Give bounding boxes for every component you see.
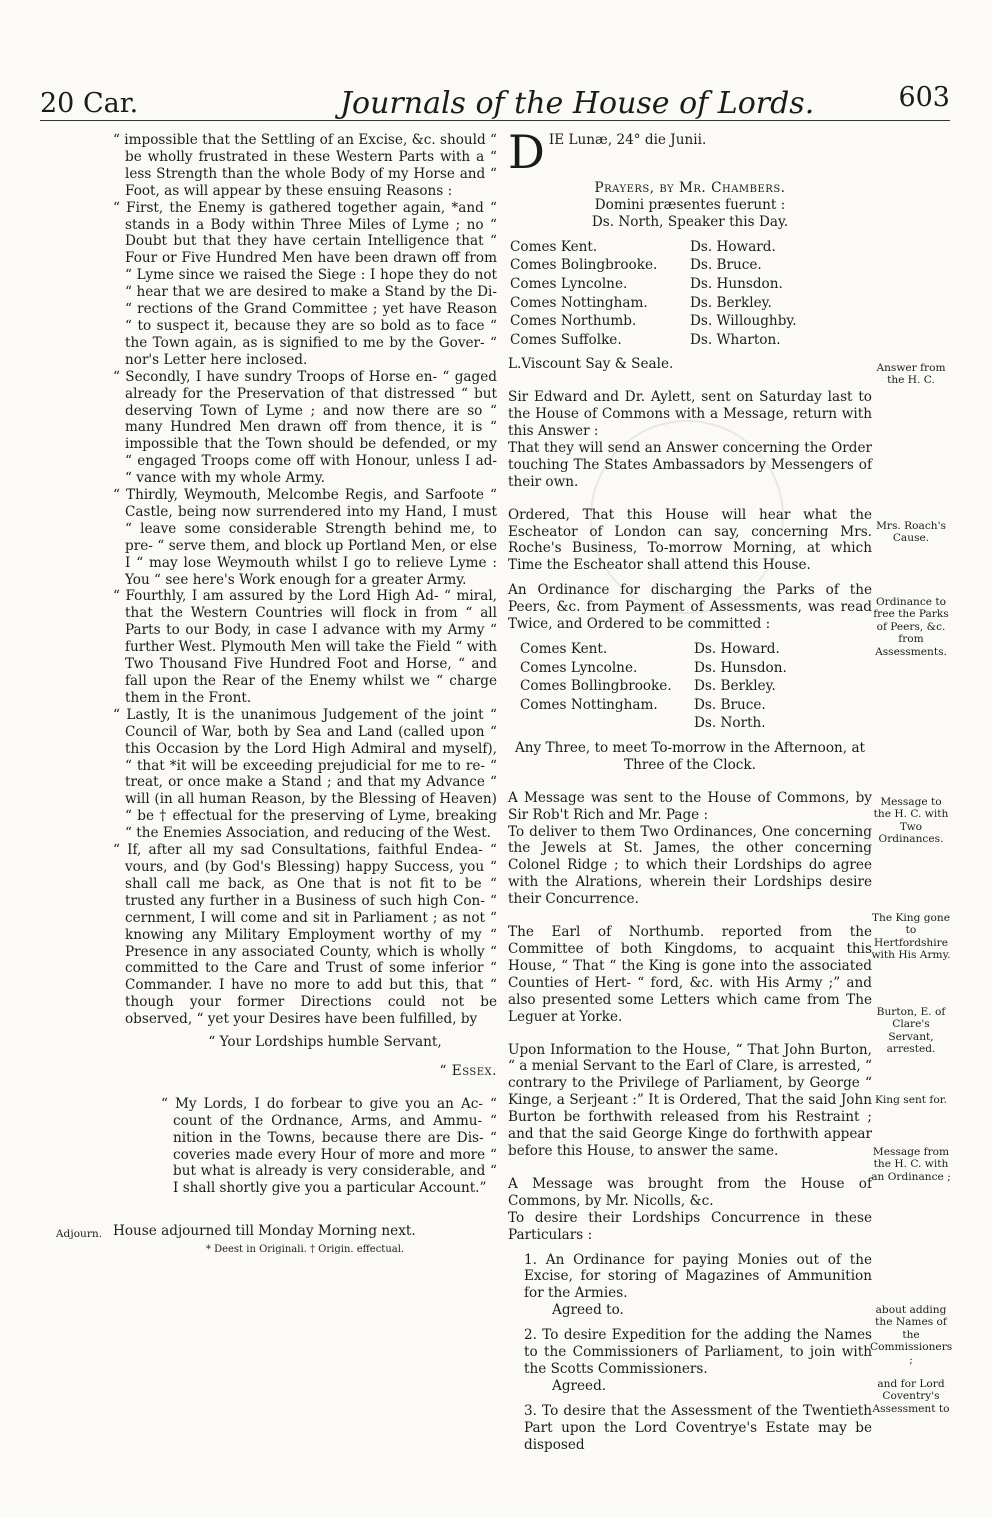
margin-note-adjourn: Adjourn. [55,1228,103,1240]
committee-row: Comes Lyncolne. Ds. Hunsdon. [520,659,787,676]
viscount-line: L.Viscount Say & Seale. [508,356,674,373]
item-2-result: Agreed. [552,1377,607,1394]
letter-postscript: “ My Lords, I do forbear to give you an Ac- “ count of the Ordnance, Arms, and Ammu- “ nition in the Towns, because there are Dis- “ coveries made every Hour of more and more “ but what is already is very considerable, and “ I shall shortly give you a particular Account.” [161,1095,497,1197]
adjournment-entry: House adjourned till Monday Morning next. [113,1223,416,1240]
particular-item-1: 1. An Ordinance for paying Monies out of the Excise, for storing of Magazines of Ammunition for the Armies. [524,1251,872,1302]
item-1-result: Agreed to. [552,1302,624,1319]
answer-paragraph: Sir Edward and Dr. Aylett, sent on Saturday last to the House of Commons with a Message, return with this Answer : [508,389,872,439]
nicolls-paragraph-2: To desire their Lordships Concurrence in these Particulars : [508,1209,872,1243]
particular-item-3: 3. To desire that the Assessment of the Twentieth Part upon the Lord Coventrye's Estate may be disposed [524,1402,872,1453]
letter-paragraph: “ impossible that the Settling of an Excise, &c. should “ be wholly frustrated in these Western Parts with a “ less Strength than the whole Body of my Horse and “ Foot, as will appear by these ensuing Reasons : [113,132,497,199]
margin-note-roach: Mrs. Roach's Cause. [876,520,946,545]
answer-paragraph-2: That they will send an Answer concerning the Order touching The States Ambassadors by Messengers of their own. [508,439,872,490]
letter-paragraph: “ First, the Enemy is gathered together again, *and “ stands in a Body within Three Miles of Lyme ; no “ Doubt but that they have certain Intelligence that “ Four or Five Hundred Men have been drawn off from “ Lyme since we raised the Siege : I hope they do not “ hear that we are desired to make a Stand by the Di- “ rections of the Grand Committee ; yet have Reason “ to suspect it, because they are so bold as to face “ the Town again, as is signified to me by the Gover- “ nor's Letter here inclosed. [113,199,497,368]
letter-signature: “ Essex. [439,1062,497,1079]
margin-note-coventry: and for Lord Coventry's Assessment to [872,1378,950,1415]
margin-note-answer: Answer from the H. C. [876,362,946,387]
letter-paragraph: “ If, after all my sad Consultations, faithful Endea- “ vours, and (by God's Blessing) happy Success, you “ shall call me back, as One that is not fit to be “ trusted any further in a Business of such high Con- “ cernment, I will come and sit in Parliament ; as not “ knowing any Military Employment worthy of my “ Presence in any associated County, which is wholly “ committed to the Care and Trust of some inferior “ Commander. I have no more to add but this, that “ though your former Directions could not be observed, “ yet your Desires have been fulfilled, by [113,842,497,1028]
letter-paragraph: “ Lastly, It is the unanimous Judgement of the joint “ Council of War, both by Sea and Land (called upon “ this Occasion by the Lord High Admiral and myself), “ that *it will be exceeding prejudicial for me to re- “ treat, or once make a Stand ; and that my Advance “ will (in all human Reason, by the Blessing of Heaven) “ be † effectual for the preserving of Lyme, breaking “ the Enemies Association, and reducing of the West. [113,706,497,842]
journal-title: Journals of the House of Lords. [340,86,815,121]
margin-note-burton: Burton, E. of Clare's Servant, arrested. [876,1006,946,1056]
committee-row: Ds. North. [694,715,766,732]
roach-paragraph: Ordered, That this House will hear what the Escheator of London can say, concerning Mrs. Roche's Business, To-morrow Morning, at which Time the Escheator shall attend this House. [508,506,872,574]
committee-row: Comes Bollingbrooke. Ds. Berkley. [520,678,776,695]
committee-row: Comes Nottingham. Ds. Bruce. [520,696,766,713]
ordinance-paragraph: An Ordinance for discharging the Parks of the Peers, &c. from Payment of Assessments, was read Twice, and Ordered to be committed : [508,582,872,633]
letter-paragraph: “ Thirdly, Weymouth, Melcombe Regis, and Sarfoote “ Castle, being now surrendered into my Hand, I must “ leave some considerable Strength behind me, to pre- “ serve them, and block up Portland Men, or else I “ may lose Weymouth whilst I go to relieve Lyme : You “ see here's Work enough for a greater Army. [113,487,497,588]
footnotes: * Deest in Originali. † Origin. effectual. [205,1244,405,1256]
letter-paragraph: “ Fourthly, I am assured by the Lord High Ad- “ miral, that the Western Countries will flock in from “ all Parts to our Body, in case I advance with my Army “ further West. Plymouth Men will take the Field “ with Two Thousand Five Hundred Foot and Horse, “ and fall upon the Rear of the Enemy whilst we “ charge them in the Front. [113,588,497,706]
header-rule [40,120,950,121]
speaker-line: Ds. North, Speaker this Day. [591,213,789,230]
regnal-year: 20 Car. [40,88,139,119]
present-row: Comes Bolingbrooke. Ds. Bruce. [510,257,762,274]
drop-cap: D [508,125,545,179]
committee-row: Comes Kent. Ds. Howard. [520,640,780,657]
margin-note-king: The King gone to Hertfordshire with His Army. [871,912,951,962]
present-row: Comes Kent. Ds. Howard. [510,238,776,255]
message-paragraph-2: To deliver to them Two Ordinances, One concerning the Jewels at St. James, the other concerning Colonel Ridge ; to which their Lordships do agree with the Alrations, wherein their Lordships desire their Concurrence. [508,823,872,908]
committee-meeting: Any Three, to meet To-morrow in the Afternoon, at Three of the Clock. [514,739,866,773]
prayers-line: Prayers, by Mr. Chambers. [594,180,786,196]
left-column [113,132,497,1259]
particular-item-2: 2. To desire Expedition for the adding the Names to the Commissioners of Parliament, to join with the Scotts Commissioners. [524,1327,872,1377]
committee-list [518,639,789,734]
page-number: 603 [898,82,950,113]
present-row: Comes Northumb. Ds. Willoughby. [510,313,797,330]
sitting-date-text: IE Lunæ, 24° die Junii. [548,132,707,148]
nicolls-paragraph: A Message was brought from the House of Commons, by Mr. Nicolls, &c. [508,1175,872,1209]
message-paragraph: A Message was sent to the House of Commons, by Sir Rob't Rich and Mr. Page : [508,789,872,823]
right-column [508,125,872,1453]
burton-paragraph: Upon Information to the House, “ That John Burton, “ a menial Servant to the Earl of Clare, is arrested, “ contrary to the Privilege of Parliament, by George “ Kinge, a Serjeant :” It is Ordered, That the said John Burton be forthwith released from his Restraint ; and that the said George Kinge do forthwith appear before this House, to answer the same. [508,1041,872,1159]
margin-note-message-to-hc: Message to the H. C. with Two Ordinances. [873,796,949,846]
present-list [508,237,799,351]
present-heading: Domini præsentes fuerunt : [594,196,786,213]
king-paragraph: The Earl of Northumb. reported from the Committee of both Kingdoms, to acquaint this House, “ That “ the King is gone into the associated Counties of Hert- “ ford, &c. with His Army ;” and also presented some Letters which came from The Leguer at Yorke. [508,924,872,1025]
margin-note-commissioners: about adding the Names of the Commissioners ; [870,1304,953,1366]
letter-signoff: “ Your Lordships humble Servant, [208,1034,442,1051]
margin-note-kinge: King sent for. [875,1094,947,1106]
sitting-date [508,125,872,179]
letter-paragraph: “ Secondly, I have sundry Troops of Horse en- “ gaged already for the Preservation of that distressed “ but deserving Town of Lyme ; and now there are so “ many Hundred Men drawn off from thence, it is “ impossible that the Town should be defended, or my “ engaged Troops come off with Honour, unless I ad- “ vance with my whole Army. [113,368,497,487]
margin-note-message-from-hc: Message from the H. C. with an Ordinance ; [871,1146,951,1183]
present-row: Comes Nottingham. Ds. Berkley. [510,294,772,311]
page-header [0,82,992,128]
present-row: Comes Lyncolne. Ds. Hunsdon. [510,275,783,292]
margin-note-ordinance: Ordinance to free the Parks of Peers, &c. from Assessments. [873,596,949,658]
present-row: Comes Suffolke. Ds. Wharton. [510,331,781,348]
